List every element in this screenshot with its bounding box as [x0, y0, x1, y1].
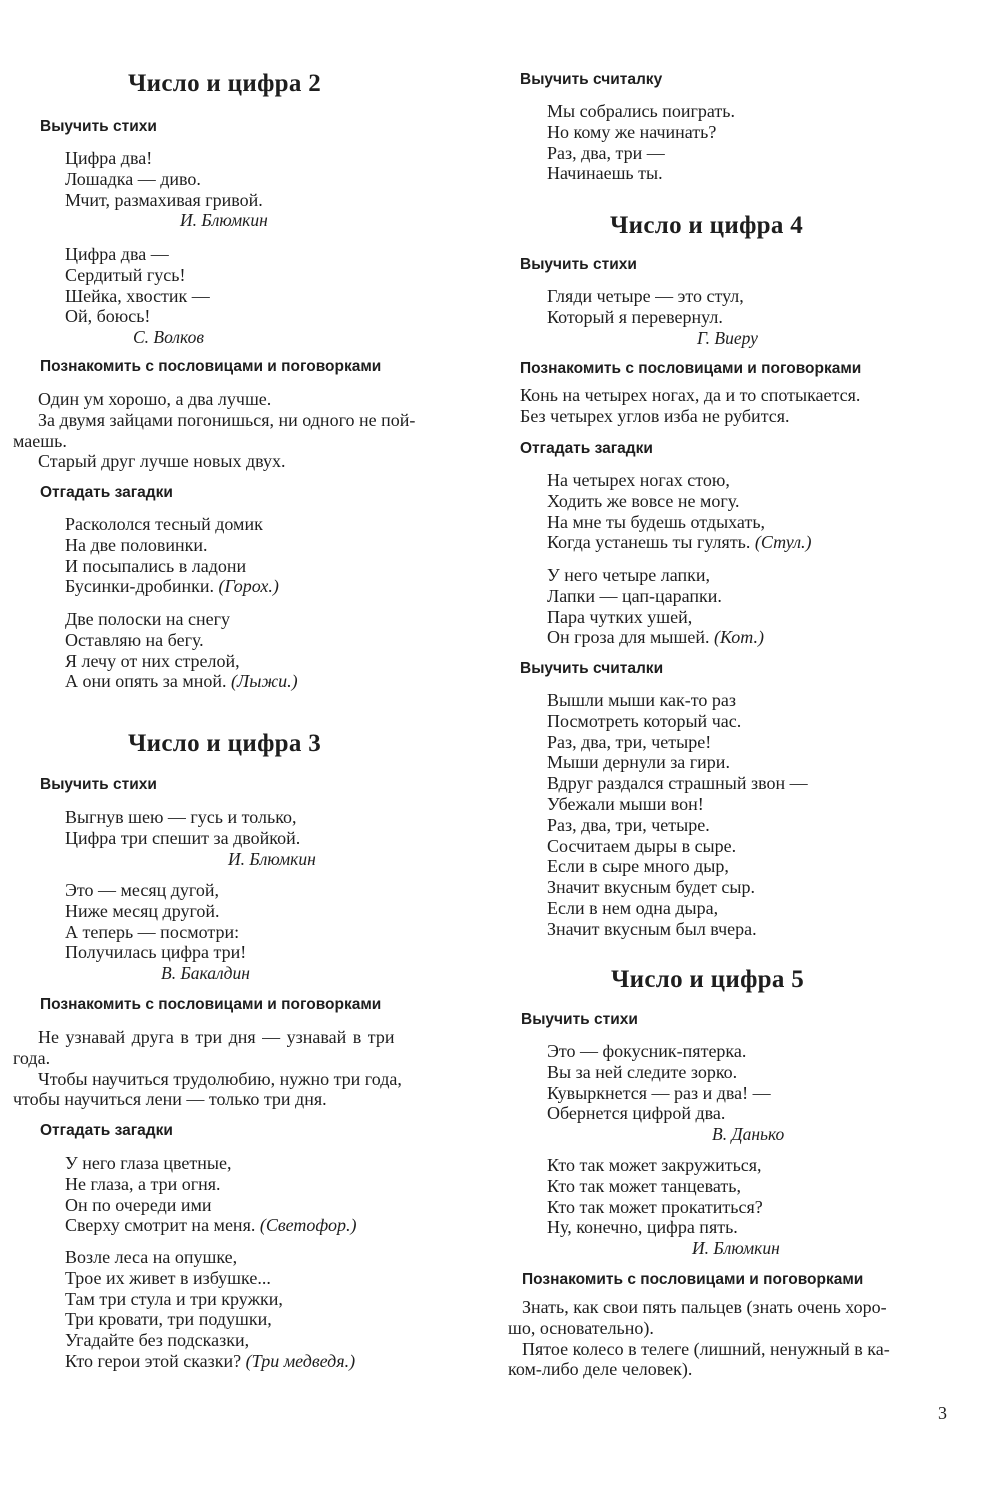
- poem: Цифра два — Сердитый гусь! Шейка, хвостик — Ой, боюсь! С. Волков: [65, 244, 210, 348]
- poem-author: В. Данько: [712, 1124, 785, 1145]
- poem-author: В. Бакалдин: [161, 963, 250, 984]
- poem-author: С. Волков: [133, 327, 204, 348]
- riddle-answer: (Стул.): [754, 532, 812, 553]
- poem: Кто так может закружиться, Кто так может танцевать, Кто так может прокатиться? Ну, конечно, цифра пять. И. Блюмкин: [547, 1155, 780, 1259]
- riddle-answer: (Светофор.): [259, 1215, 357, 1236]
- subheading-riddles: Отгадать загадки: [40, 484, 173, 501]
- section-title-3: Число и цифра 3: [128, 730, 322, 757]
- section-title-5: Число и цифра 5: [611, 966, 805, 993]
- section-title-2: Число и цифра 2: [128, 70, 322, 97]
- proverbs-list: Знать, как свои пять пальцев (знать очень хоро- шо, основательно). Пятое колесо в телеге (лишний, ненужный в ка- ком-либо деле человек).: [508, 1297, 890, 1380]
- proverbs-list: Не узнавай друга в три дня — узнавай в три года. Чтобы научиться трудолюбию, нужно три года, чтобы научиться лени — только три дня.: [13, 1027, 402, 1110]
- subheading-learn-poems: Выучить стихи: [521, 1011, 638, 1028]
- page-number: 3: [938, 1403, 947, 1423]
- subheading-proverbs: Познакомить с пословицами и поговорками: [522, 1271, 864, 1288]
- riddle: Две полоски на снегу Оставляю на бегу. Я лечу от них стрелой, А они опять за мной. (Лыжи.): [65, 609, 298, 692]
- subheading-learn-poems: Выучить стихи: [520, 256, 637, 273]
- poem: Выгнув шею — гусь и только, Цифра три спешит за двойкой. И. Блюмкин: [65, 807, 316, 869]
- subheading-learn-poems: Выучить стихи: [40, 118, 157, 135]
- riddle: У него четыре лапки, Лапки — цап-царапки. Пара чутких ушей, Он гроза для мышей. (Кот.): [547, 565, 764, 648]
- section-title-4: Число и цифра 4: [610, 212, 804, 239]
- riddle-answer: (Горох.): [218, 576, 279, 597]
- poem-author: И. Блюмкин: [228, 848, 316, 869]
- proverbs-list: Конь на четырех ногах, да и то спотыкается. Без четырех углов изба не рубится.: [520, 385, 861, 426]
- subheading-proverbs: Познакомить с пословицами и поговорками: [40, 358, 382, 375]
- subheading-learn-poems: Выучить стихи: [40, 776, 157, 793]
- riddle: У него глаза цветные, Не глаза, а три огня. Он по очереди ими Сверху смотрит на меня. (Светофор.): [65, 1153, 357, 1236]
- riddle: Возле леса на опушке, Трое их живет в избушке... Там три стула и три кружки, Три кровати, три подушки, Угадайте без подсказки, Кто герои этой сказки? (Три медведя.): [65, 1247, 356, 1371]
- riddle-answer: (Кот.): [714, 627, 764, 648]
- poem-author: И. Блюмкин: [692, 1238, 780, 1259]
- poem: Это — месяц дугой, Ниже месяц другой. А теперь — посмотри: Получилась цифра три! В. Бакалдин: [65, 880, 250, 984]
- poem: Гляди четыре — это стул, Который я перевернул. Г. Виеру: [547, 286, 758, 348]
- poem: Это — фокусник-пятерка. Вы за ней следите зорко. Кувыркнется — раз и два! — Обернется цифрой два. В. Данько: [547, 1041, 785, 1145]
- poem-author: Г. Виеру: [697, 327, 758, 348]
- subheading-riddles: Отгадать загадки: [40, 1122, 173, 1139]
- subheading-riddles: Отгадать загадки: [520, 440, 653, 457]
- poem-author: И. Блюмкин: [180, 210, 268, 231]
- counting-rhyme: Мы собрались поиграть. Но кому же начинать? Раз, два, три — Начинаешь ты.: [547, 101, 735, 184]
- subheading-proverbs: Познакомить с пословицами и поговорками: [40, 996, 382, 1013]
- riddle-answer: (Три медведя.): [245, 1350, 356, 1371]
- counting-rhyme: Вышли мыши как-то раз Посмотреть который час. Раз, два, три, четыре! Мыши дернули за гири. Вдруг раздался страшный звон — Убежали мыши вон! Раз, два, три, четыре. Сосчитаем дыры в сыре. Если в сыре много дыр, Значит вкусным будет сыр. Если в нем одна дыра, Значит вкусным был вчера.: [547, 690, 808, 939]
- subheading-proverbs: Познакомить с пословицами и поговорками: [520, 360, 862, 377]
- riddle: На четырех ногах стою, Ходить же вовсе не могу. На мне ты будешь отдыхать, Когда устанешь ты гулять. (Стул.): [547, 470, 812, 553]
- subheading-counting-rhyme: Выучить считалку: [520, 71, 663, 88]
- riddle-answer: (Лыжи.): [231, 671, 298, 692]
- poem: Цифра два! Лошадка — диво. Мчит, размахивая гривой. И. Блюмкин: [65, 148, 268, 231]
- proverbs-list: Один ум хорошо, а два лучше. За двумя зайцами погонишься, ни одного не пой- маешь. Старый друг лучше новых двух.: [13, 389, 416, 472]
- riddle: Раскололся тесный домик На две половинки. И посыпались в ладони Бусинки-дробинки. (Горох.): [65, 514, 279, 597]
- subheading-counting-rhymes: Выучить считалки: [520, 660, 664, 677]
